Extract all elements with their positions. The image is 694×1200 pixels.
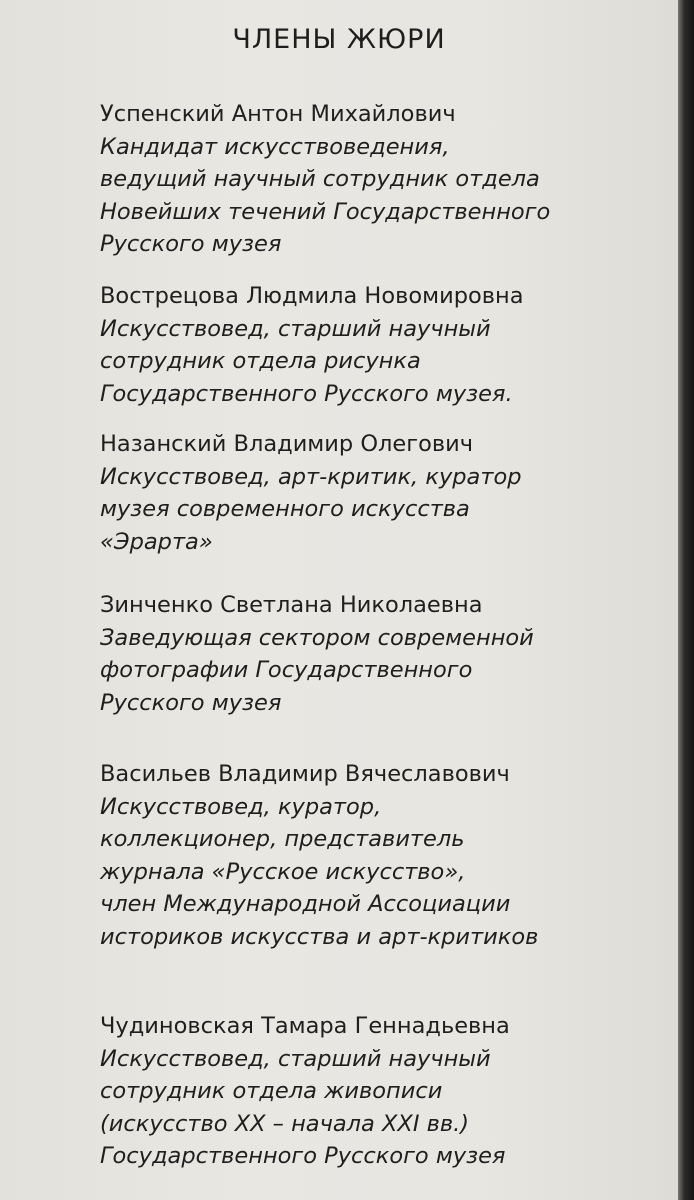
member-description-line: Искусствовед, куратор, [100,793,382,820]
member-description-line: «Эрарта» [100,528,213,555]
member-description-line: ведущий научный сотрудник отдела [100,166,540,192]
member-description-line: историков искусства и арт-критиков [100,923,539,950]
jury-member-2 [100,280,660,410]
member-name: Успенский Антон Михайлович [100,101,456,127]
jury-member-1 [100,98,660,261]
jury-member-5 [100,758,660,953]
member-description-line: член Международной Ассоциации [100,891,511,917]
member-name: Васильев Владимир Вячеславович [100,761,510,787]
member-description-line: Искусствовед, арт-критик, куратор [100,463,522,490]
member-description-line: Кандидат искусствоведения, [100,133,450,160]
member-name: Вострецова Людмила Новомировна [100,283,524,309]
member-description-line: музея современного искусства [100,496,470,522]
member-name: Назанский Владимир Олегович [100,431,474,457]
member-name: Чудиновская Тамара Геннадьевна [100,1013,510,1039]
member-description-line: (искусство XX – начала XXI вв.) [100,1110,470,1137]
member-description-line: Заведующая сектором современной [100,624,534,651]
jury-title: ЧЛЕНЫ ЖЮРИ [232,24,446,55]
member-description-line: коллекционер, представитель [100,826,465,852]
member-name: Зинченко Светлана Николаевна [100,592,483,618]
member-description-line: сотрудник отдела рисунка [100,348,421,374]
member-description-line: Искусствовед, старший научный [100,315,491,342]
member-description-line: Государственного Русского музея. [100,380,513,407]
jury-member-4 [100,589,660,719]
member-description-line: Русского музея [100,689,282,716]
member-description-line: Государственного Русского музея [100,1143,506,1169]
member-description-line: Русского музея [100,231,282,257]
member-description-line: фотографии Государственного [100,657,473,683]
jury-member-3 [100,428,660,558]
wall-shadow-edge [678,0,694,1200]
member-description-line: сотрудник отдела живописи [100,1078,443,1104]
member-description-line: журнала «Русское искусство», [100,858,466,885]
jury-member-6 [100,1010,660,1173]
member-description-line: Искусствовед, старший научный [100,1045,491,1072]
member-description-line: Новейших течений Государственного [100,198,551,225]
